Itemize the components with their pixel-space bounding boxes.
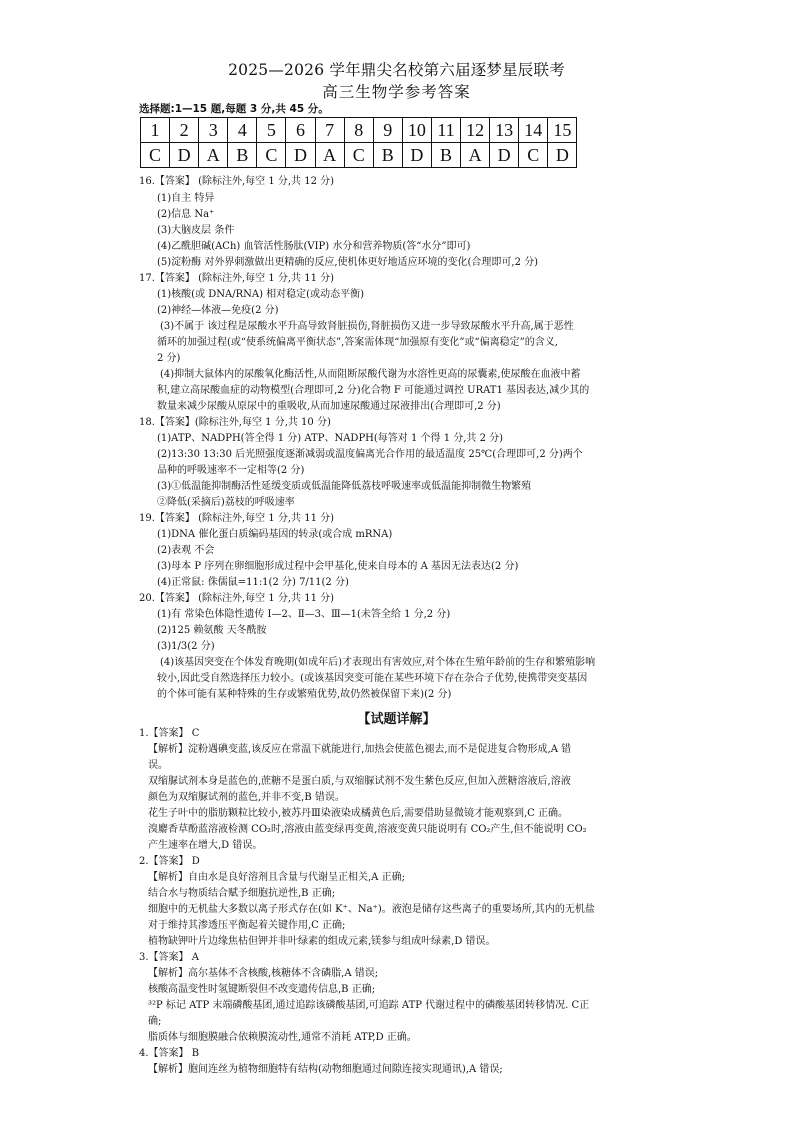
- text-line: 2 分): [157, 353, 181, 364]
- answer-cell: B: [431, 143, 460, 168]
- text-line: 脂质体与细胞膜融合依赖膜流动性,通常不消耗 ATP,D 正确。: [148, 1032, 417, 1043]
- text-line: (4)抑制大鼠体内的尿酸氧化酶活性,从而阻断尿酸代谢为水溶性更高的尿囊素,使尿酸在血液中蓄: [160, 369, 581, 380]
- text-line: (3)①低温能抑制酶活性延缓变质或低温能降低荔枝呼吸速率或低温能抑制微生物繁殖: [157, 481, 532, 492]
- text-line: 误。: [148, 760, 168, 771]
- question-number-cell: 7: [315, 118, 344, 143]
- answer-cell: A: [461, 143, 490, 168]
- text-line: 18.【答案】(除标注外,每空 1 分,共 10 分): [139, 417, 331, 428]
- text-line: (2)信息 Na⁺: [157, 209, 215, 220]
- text-line: 16.【答案】 (除标注外,每空 1 分,共 12 分): [139, 176, 335, 187]
- text-line: (1)有 常染色体隐性遗传 Ⅰ—2、Ⅱ—3、Ⅲ—1(未答全给 1 分,2 分): [157, 609, 451, 620]
- text-line: 2.【答案】 D: [139, 856, 200, 867]
- question-number-cell: 4: [228, 118, 257, 143]
- text-line: (1)核酸(或 DNA/RNA) 相对稳定(或动态平衡): [157, 289, 364, 300]
- answer-table: [140, 117, 577, 168]
- text-line: 植物缺钾叶片边缘焦枯但钾并非叶绿素的组成元素,镁参与组成叶绿素,D 错误。: [148, 936, 496, 947]
- text-line: 循环的加强过程(或“使系统偏离平衡状态”,答案需体现“加强原有变化”或“偏离稳定”的含义,: [157, 337, 558, 348]
- answer-cell: D: [402, 143, 431, 168]
- text-line: (3)大脑皮层 条件: [157, 225, 235, 236]
- answer-cell: D: [170, 143, 199, 168]
- text-line: 较小,因此受自然选择压力较小。(或该基因突变可能在某些环境下存在杂合子优势,使携带突变基因: [157, 673, 588, 684]
- text-line: (4)乙酰胆碱(ACh) 血管活性肠肽(VIP) 水分和营养物质(答“水分”即可): [157, 241, 471, 252]
- text-line: 颜色为双缩脲试剂的蓝色,并非不变,B 错误。: [148, 792, 345, 803]
- text-line: (4)正常鼠: 侏儒鼠=11:1(2 分) 7/11(2 分): [157, 577, 349, 588]
- answer-cell: A: [199, 143, 228, 168]
- question-number-cell: 9: [373, 118, 402, 143]
- answer-cell: D: [548, 143, 577, 168]
- question-number-cell: 8: [344, 118, 373, 143]
- question-number-cell: 13: [490, 118, 519, 143]
- question-number-cell: 3: [199, 118, 228, 143]
- text-line: (3)1/3(2 分): [157, 641, 215, 652]
- question-number-cell: 10: [402, 118, 431, 143]
- text-line: 【解析】淀粉遇碘变蓝,该反应在常温下就能进行,加热会使蓝色褪去,而不是促进复合物形成,A 错: [148, 744, 572, 755]
- text-line: 17.【答案】 (除标注外,每空 1 分,共 11 分): [139, 273, 335, 284]
- question-number-cell: 15: [548, 118, 577, 143]
- text-line: 数量来减少尿酸从原尿中的重吸收,从而加速尿酸通过尿液排出(合理即可,2 分): [157, 401, 501, 412]
- text-line: (3)母本 P 序列在卵细胞形成过程中会甲基化,使来自母本的 A 基因无法表达(2 分): [157, 561, 519, 572]
- answer-cell: B: [228, 143, 257, 168]
- text-line: ³²P 标记 ATP 末端磷酸基团,通过追踪该磷酸基团,可追踪 ATP 代谢过程中的磷酸基团转移情况. C正: [148, 1000, 590, 1011]
- text-line: (2)125 赖氨酸 天冬酰胺: [157, 625, 267, 636]
- text-line: 确;: [148, 1016, 162, 1027]
- question-number-cell: 11: [431, 118, 460, 143]
- answer-cell: C: [141, 143, 170, 168]
- text-line: 花生子叶中的脂肪颗粒比较小,被苏丹Ⅲ染液染成橘黄色后,需要借助显微镜才能观察到,C 正确。: [148, 808, 569, 819]
- text-line: 细胞中的无机盐大多数以离子形式存在(如 K⁺、Na⁺)。液泡是储存这些离子的重要场所,其内的无机盐: [148, 904, 595, 915]
- answer-cell: C: [257, 143, 286, 168]
- section-title: 【试题详解】: [357, 712, 436, 727]
- page-title: 高三生物学参考答案: [322, 83, 471, 101]
- text-line: 【解析】自由水是良好溶剂且含量与代谢呈正相关,A 正确;: [148, 872, 405, 883]
- answer-cell: B: [373, 143, 402, 168]
- answer-table-answer-row: [141, 143, 577, 168]
- question-number-cell: 6: [286, 118, 315, 143]
- answer-cell: D: [286, 143, 315, 168]
- question-number-cell: 1: [141, 118, 170, 143]
- text-line: (2)神经—体液—免疫(2 分): [157, 305, 279, 316]
- question-number-cell: 5: [257, 118, 286, 143]
- text-line: (2)13:30 13:30 后光照强度逐渐减弱或温度偏离光合作用的最适温度 25℃(合理即可,2 分)两个: [157, 449, 583, 460]
- question-number-cell: 2: [170, 118, 199, 143]
- text-line: (1)DNA 催化蛋白质编码基因的转录(或合成 mRNA): [157, 529, 393, 540]
- text-line: (3)不属于 该过程是尿酸水平升高导致肾脏损伤,肾脏损伤又进一步导致尿酸水平升高,属于恶性: [160, 321, 574, 332]
- text-line: 3.【答案】 A: [139, 952, 199, 963]
- text-line: 积,建立高尿酸血症的动物模型(合理即可,2 分)化合物 F 可能通过调控 URAT1 基因表达,减少其的: [157, 385, 590, 396]
- text-line: 1.【答案】 C: [139, 728, 200, 739]
- text-line: 19.【答案】 (除标注外,每空 1 分,共 11 分): [139, 513, 335, 524]
- text-line: 对于维持其渗透压平衡起着关键作用,C 正确;: [148, 920, 346, 931]
- text-line: 结合水与物质结合赋予细胞抗逆性,B 正确;: [148, 888, 336, 899]
- question-number-cell: 12: [461, 118, 490, 143]
- text-line: 溴麝香草酚蓝溶液检测 CO₂时,溶液由蓝变绿再变黄,溶液变黄只能说明有 CO₂产生,但不能说明 CO₂: [148, 824, 587, 835]
- text-line: 4.【答案】 B: [139, 1048, 200, 1059]
- question-number-cell: 14: [519, 118, 548, 143]
- text-line: 20.【答案】 (除标注外,每空 1 分,共 11 分): [139, 593, 335, 604]
- answer-cell: C: [519, 143, 548, 168]
- text-line: 【解析】高尔基体不含核酸,核糖体不含磷脂,A 错误;: [148, 968, 379, 979]
- exam-title: 2025—2026 学年鼎尖名校第六届逐梦星辰联考: [228, 61, 565, 79]
- text-line: 品种的呼吸速率不一定相等(2 分): [157, 465, 305, 476]
- text-line: ②降低(采摘后)荔枝的呼吸速率: [157, 497, 295, 508]
- text-line: (1)ATP、NADPH(答全得 1 分) ATP、NADPH(每答对 1 个得 1 分,共 2 分): [157, 433, 504, 444]
- answer-table-number-row: [141, 118, 577, 143]
- text-line: 产生速率在增大,D 错误。: [148, 840, 263, 851]
- text-line: (5)淀粉酶 对外界刺激做出更精确的反应,使机体更好地适应环境的变化(合理即可,2 分): [157, 257, 539, 268]
- text-line: 的个体可能有某种特殊的生存或繁殖优势,故仍然被保留下来)(2 分): [157, 689, 452, 700]
- text-line: 核酸高温变性时氢键断裂但不改变遗传信息,B 正确;: [148, 984, 376, 995]
- text-line: 双缩脲试剂本身是蓝色的,蔗糖不是蛋白质,与双缩脲试剂不发生紫色反应,但加入蔗糖溶液后,溶液: [148, 776, 571, 787]
- answer-cell: C: [344, 143, 373, 168]
- text-line: (1)自主 特异: [157, 193, 215, 204]
- answer-cell: A: [315, 143, 344, 168]
- text-line: (2)表观 不会: [157, 545, 215, 556]
- answer-cell: D: [490, 143, 519, 168]
- text-line: (4)该基因突变在个体发育晚期(如成年后)才表现出有害效应,对个体在生殖年龄前的生存和繁殖影响: [160, 657, 596, 668]
- choice-section-label: 选择题:1—15 题,每题 3 分,共 45 分。: [139, 103, 329, 115]
- text-line: 【解析】胞间连丝为植物细胞特有结构(动物细胞通过间隙连接实现通讯),A 错误;: [148, 1064, 503, 1075]
